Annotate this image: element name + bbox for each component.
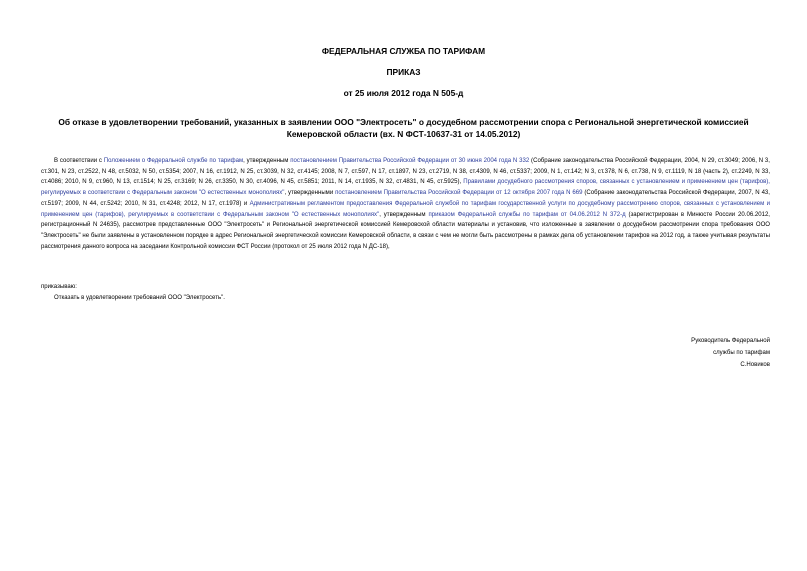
preamble-paragraph [41,156,770,252]
signature-block [620,336,770,371]
document-date: от 25 июля 2012 года N 505-д [343,88,464,98]
decree-332-link[interactable]: постановлением Правительства Российской Федерации от 30 июня 2004 года N 332 [290,158,530,164]
preamble-text: (Собрание законодательства Российской Федерации, 2004, N 29, ст.3049; 2006, N 3, ст.301, N 23, ст.2522, N 48, ст.5032, N 50, ст.5354; 2007, N 16, ст.1912, N 25, ст.3039, N 32, ст.4145; 2008, N 7, ст.597, N 17, ст.1897, N 23, ст.2719, N 38, ст.4309, N 46, ст.5337; 2009, N 1, ст.142; N 3, ст.378, N 6, ст.738, N 9, ст.1119, N 18 (часть 2), ст.2249, N 33, ст.4086; 2010, N 9, ст.960, N 13, ст.1514; N 25, ст.3169; N 26, ст.3350, N 30, ст.4096, N 45, ст.5851; 2011, N 14, ст.1935, N 32, ст.4831, N 45, ст.5925), [41,158,770,186]
preamble-text: , утвержденными [284,190,336,197]
agency-name: ФЕДЕРАЛЬНАЯ СЛУЖБА ПО ТАРИФАМ [321,46,486,56]
dispute-rules-link[interactable]: Правилами досудебного рассмотрения споров, связанных с установлением и применением цен (тарифов), регулируемых в соответствии с Федеральным законом "О естественных монополиях" [41,179,770,197]
decision-paragraph: Отказать в удовлетворении требований ООО "Электросеть". [54,295,225,301]
preamble-text: В соответствии с [54,158,104,164]
regulation-link-fst[interactable]: Положением о Федеральной службе по тарифам [103,158,244,164]
order-word: приказываю: [41,284,77,290]
order-372-link[interactable]: приказом Федеральной службы по тарифам от 04.06.2012 N 372-д [428,211,626,218]
preamble-text: (зарегистрирован в Минюсте России 20.06.2012, регистрационный N 24635), рассмотрев представленные ООО "Электросеть" и Региональной энергетической комиссией Кемеровской области материалы и установив, что изложенные в заявлении о досудебном рассмотрении спора требования ООО "Электросеть" не были заявлены в установленном порядке в адрес Региональной энергетической комиссии Кемеровской области, в связи с чем не могли быть рассмотрены в рамках дела об установлении тарифов на 2012 год, а также учитывая результаты рассмотрения данного вопроса на заседании Контрольной комиссии ФСТ России (протокол от 25 июля 2012 года N ДС-18), [41,211,770,250]
document-title: Об отказе в удовлетворении требований, указанных в заявлении ООО "Электросеть" о досудебном рассмотрении спора с Региональной энергетической комиссией Кемеровской области (вх. N ФСТ-10637-31 от 14.05.2012) [58,117,749,139]
preamble-text: , утвержденным [379,211,429,218]
signature-position-line2: службы по тарифам [713,349,770,356]
document-type: ПРИКАЗ [386,67,421,77]
decree-669-link[interactable]: постановлением Правительства Российской Федерации от 12 октября 2007 года N 669 [335,190,583,197]
signature-position-line1: Руководитель Федеральной [691,338,770,344]
preamble-text: , утвержденным [243,158,291,164]
admin-regulation-link[interactable]: Административным регламентом предоставления Федеральной службой по тарифам государственной услуги по досудебному рассмотрению споров, связанных с установлением и применением цен (тарифов), регулируемых в соответствии с Федеральным законом "О естественных монополиях" [41,200,771,218]
preamble-text: (Собрание законодательства Российской Федерации, 2007, N 43, ст.5197; 2009, N 44, ст.5242; 2010, N 31, ст.4248; 2012, N 17, ст.1978) и [41,190,770,207]
signatory-name: С.Новиков [740,361,770,368]
